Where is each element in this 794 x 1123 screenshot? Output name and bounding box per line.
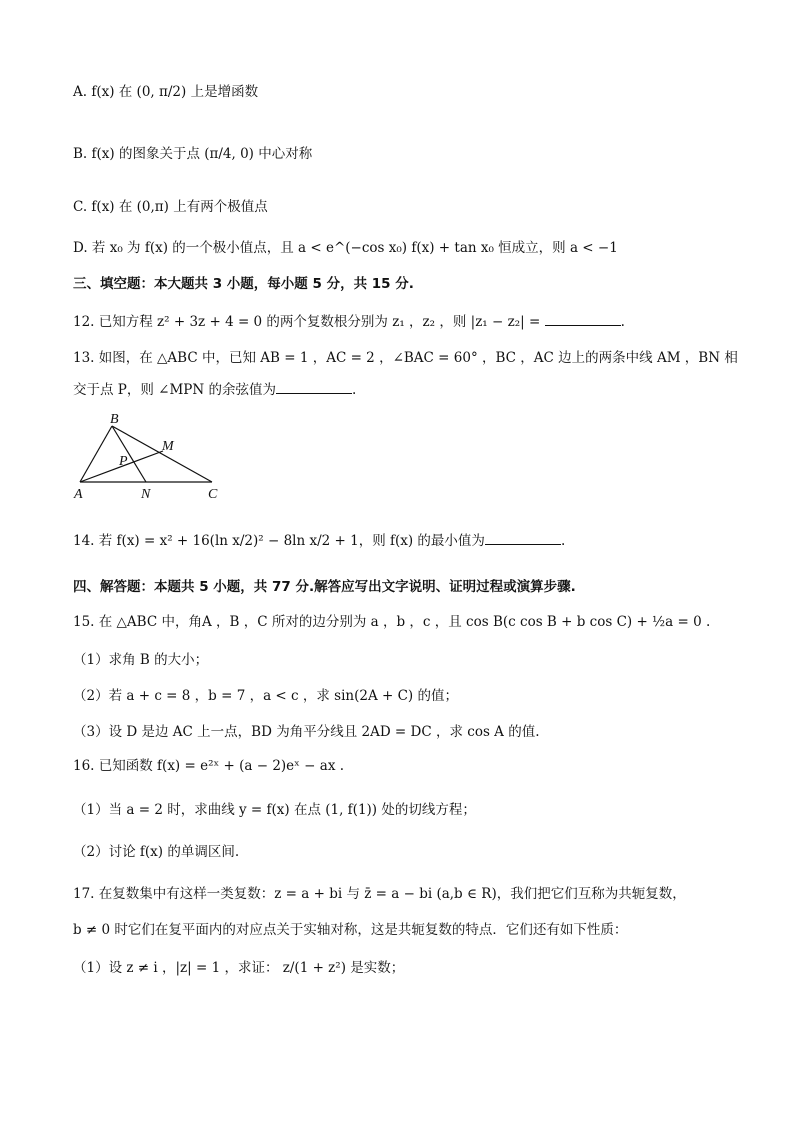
question-14 [73, 530, 565, 551]
option-d: D. 若 x₀ 为 f(x) 的一个极小值点，且 a < e^(−cos x₀) f(x) + tan x₀ 恒成立，则 a < −1 [73, 240, 618, 256]
question-15-part-3: （3）设 D 是边 AC 上一点，BD 为角平分线且 2AD = DC ，求 cos A 的值. [73, 724, 540, 740]
label-m: M [162, 439, 174, 454]
question-14-text: 14. 若 f(x) = x² + 16(ln x/2)² − 8ln x/2 + 1，则 f(x) 的最小值为 [73, 533, 485, 549]
question-13-line-2 [73, 379, 356, 400]
question-15-part-2: （2）若 a + c = 8 ，b = 7 ，a < c ，求 sin(2A + C) 的值； [73, 688, 458, 704]
option-a: A. f(x) 在 (0, π/2) 上是增函数 [73, 84, 259, 100]
question-15-stem: 15. 在 △ABC 中，角A ，B ，C 所对的边分别为 a ，b ，c ，且 cos B(c cos B + b cos C) + ½a = 0 . [73, 614, 711, 630]
label-c: C [208, 487, 218, 502]
side-ab [80, 426, 112, 482]
question-17-line-1: 17. 在复数集中有这样一类复数：z = a + bi 与 z̄ = a − bi (a,b ∈ R)，我们把它们互称为共轭复数， [73, 886, 686, 902]
label-b: B [110, 412, 119, 427]
section-3-heading: 三、填空题：本大题共 3 小题，每小题 5 分，共 15 分. [73, 276, 414, 292]
question-12-end: . [620, 314, 625, 330]
answer-blank [276, 379, 352, 394]
section-4-heading: 四、解答题：本题共 5 小题，共 77 分.解答应写出文字说明、证明过程或演算步骤. [73, 579, 576, 595]
question-13-text: 交于点 P，则 ∠MPN 的余弦值为 [73, 382, 276, 398]
triangle-figure [70, 410, 230, 502]
question-16-part-1: （1）当 a = 2 时，求曲线 y = f(x) 在点 (1, f(1)) 处的切线方程； [73, 802, 476, 818]
question-14-end: . [560, 533, 566, 549]
label-p: P [119, 454, 128, 469]
question-13-line-1: 13. 如图，在 △ABC 中，已知 AB = 1 ，AC = 2 ，∠BAC = 60° ，BC ，AC 边上的两条中线 AM ，BN 相 [73, 350, 738, 366]
question-16-stem: 16. 已知函数 f(x) = e²ˣ + (a − 2)eˣ − ax . [73, 758, 345, 774]
median-bn [112, 426, 146, 482]
question-17-part-1: （1）设 z ≠ i ，|z| = 1 ，求证： z/(1 + z²) 是实数； [73, 960, 405, 976]
option-c: C. f(x) 在 (0,π) 上有两个极值点 [73, 199, 268, 215]
label-n: N [141, 487, 151, 502]
question-12 [73, 311, 625, 332]
question-16-part-2: （2）讨论 f(x) 的单调区间. [73, 844, 240, 860]
question-17-line-2: b ≠ 0 时它们在复平面内的对应点关于实轴对称，这是共轭复数的特点．它们还有如下性质： [73, 922, 628, 938]
answer-blank [485, 530, 561, 545]
label-a: A [74, 487, 83, 502]
answer-blank [545, 311, 621, 326]
option-b: B. f(x) 的图象关于点 (π/4, 0) 中心对称 [73, 146, 313, 162]
question-12-text: 12. 已知方程 z² + 3z + 4 = 0 的两个复数根分别为 z₁ ，z₂ ，则 |z₁ − z₂| = [73, 314, 545, 330]
question-13-end: . [352, 382, 357, 398]
question-15-part-1: （1）求角 B 的大小； [73, 652, 209, 668]
